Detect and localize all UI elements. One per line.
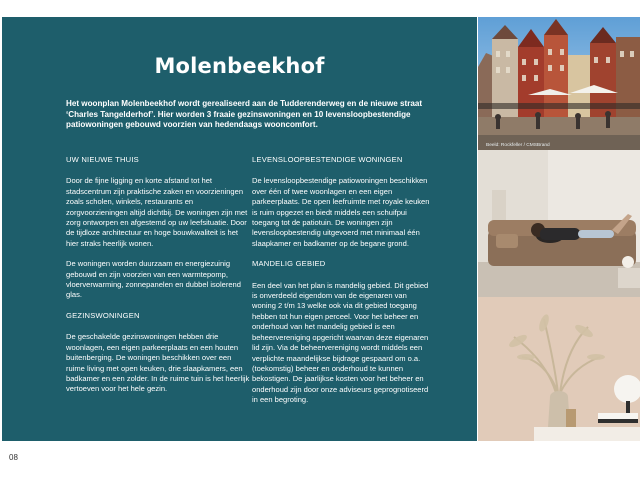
paragraph: De woningen worden duurzaam en energiezuinig gebouwd en zijn voorzien van een warmtepomp, vloerverwarming, zonnepanelen en dubbel isolerend glas.: [66, 259, 241, 300]
paragraph: De geschakelde gezinswoningen hebben drie woonlagen, een eigen parkeerplaats en een houten buitenberging. De woningen beschikken over een ruime living met open keuken, drie slaapkamers, een badkamer en een zolder. In de ruime tuin is het heerlijk vertoeven voor het hele gezin.: [66, 332, 250, 394]
page-title: Molenbeekhof: [154, 54, 325, 78]
paragraph: De levensloopbestendige patiowoningen beschikken over één of twee woonlagen en een eigen parkeerplaats. De open leefruimte met royale keuken is ruim opgezet en biedt middels een schuifpui toegang tot de patiotuin. De woningen zijn levensloopbestendig uitgevoerd met minimaal één slaapkamer en badkamer op de begane grond.: [252, 176, 430, 248]
heading-uw-nieuwe-thuis: UW NIEUWE THUIS: [66, 155, 139, 164]
left-column: [66, 155, 252, 405]
page-number: 08: [9, 453, 18, 462]
photo-credit: Beeld: Rockfeller / CMSBrand: [486, 143, 550, 148]
paragraph: Een deel van het plan is mandelig gebied. Dit gebied is onverdeeld eigendom van de eigenaren van woning 2 t/m 13 welke ook via dit gebied toegang hebben tot hun eigen perceel. Voor het beheer en onderhoud van het mandelig gebied is een beheervereniging opgericht waarvan deze eigenaren lid zijn. Via de beheervereniging wordt middels een verplichte maandelijkse bijdrage gespaard om o.a. (toekomstig) beheer en onderhoud te kunnen bekostigen. De jaarlijkse kosten voor het beheer en onderhoud zijn door onze adviseurs geprognotiseerd in een begroting.: [252, 280, 429, 405]
heading-gezinswoningen: GEZINSWONINGEN: [66, 310, 140, 320]
town-square-photo: [478, 17, 640, 150]
heading-mandelig-gebied: MANDELIG GEBIED: [252, 259, 326, 269]
photo-strip: [478, 17, 640, 441]
paragraph: Door de fijne ligging en korte afstand tot het stadscentrum zijn praktische zaken en voorzieningen zoals scholen, winkels, restaurants en zorgvoorzieningen altijd dichtbij. De woningen zijn met zorg ontworpen en afgestemd op uw leefsituatie. Door de tijdloze architectuur en hoge bouwkwaliteit is het hier straks heerlijk wonen.: [66, 176, 248, 248]
heading-levensloopbestendige-woningen: LEVENSLOOPBESTENDIGE WONINGEN: [252, 155, 403, 164]
right-column: [252, 155, 432, 416]
content-panel: [2, 17, 477, 441]
intro-text: Het woonplan Molenbeekhof wordt gerealiseerd aan de Tudderenderweg en de nieuwe straat ‘Charles Tangelderhof’. Hier worden 3 fraaie gezinswoningen en 10 levensloopbestendige patiowoningen gebouwd voorzien van hedendaags wooncomfort.: [66, 99, 423, 130]
woman-on-sofa-photo: [478, 150, 640, 297]
pampas-vase-photo: [478, 297, 640, 441]
